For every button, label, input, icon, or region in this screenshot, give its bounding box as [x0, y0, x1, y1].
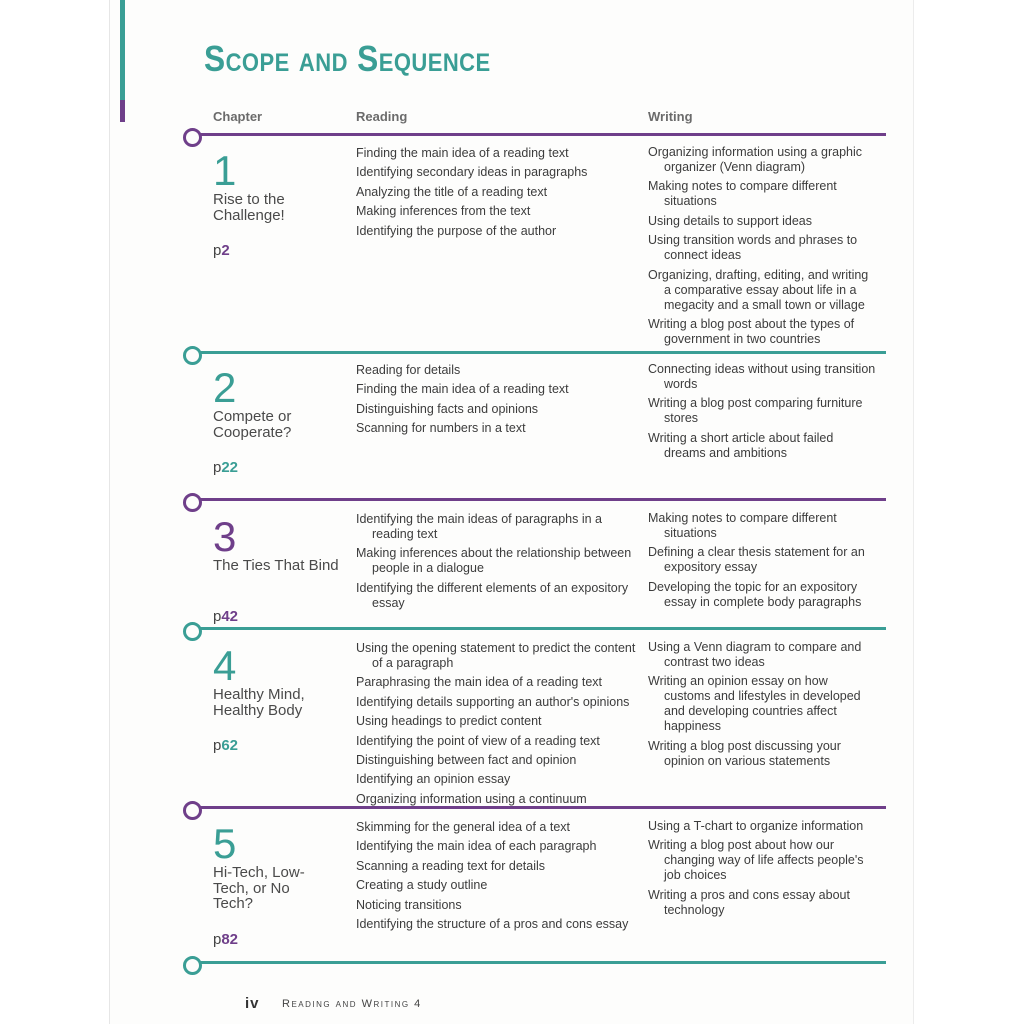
list-item: Scanning a reading text for details: [356, 858, 546, 873]
chapter-number: 4: [213, 642, 237, 689]
chapter-page: p22: [213, 459, 239, 476]
chapter-4: [213, 642, 343, 765]
list-item: Developing the topic for an expository essay in complete body paragraphs: [648, 579, 862, 609]
list-item: Identifying details supporting an author's opinions: [356, 694, 630, 709]
divider-line: [196, 133, 886, 136]
chapter-page: p42: [213, 608, 239, 625]
timeline-node-icon: [183, 493, 202, 512]
list-item: Writing a blog post about how our changing way of life affects people's job choices: [648, 838, 864, 883]
divider-line: [196, 351, 886, 354]
footer-book-title: Reading and Writing 4: [282, 998, 422, 1010]
list-item: Making notes to compare different situations: [648, 179, 837, 209]
chapter-page: p82: [213, 931, 239, 948]
chapter-3: [213, 513, 343, 626]
list-item: Finding the main idea of a reading text: [356, 382, 569, 397]
page-title: Scope and Sequence: [204, 38, 491, 79]
chapter-1: [213, 147, 343, 270]
list-item: Writing a short article about failed dreams and ambitions: [648, 430, 834, 460]
list-item: Connecting ideas without using transition words: [648, 362, 876, 391]
header-reading: Reading: [356, 109, 408, 124]
chapter-number: 1: [213, 147, 237, 194]
reading-list-4: [356, 641, 638, 811]
list-item: Organizing information using a continuum: [356, 791, 587, 806]
list-item: Using the opening statement to predict the content of a paragraph: [356, 641, 636, 670]
chapter-page: p2: [213, 242, 230, 259]
reading-list-5: [356, 820, 638, 936]
divider-line: [196, 961, 886, 964]
list-item: Making inferences about the relationship between people in a dialogue: [356, 546, 632, 576]
list-item: Writing a blog post comparing furniture stores: [648, 396, 863, 426]
header-writing: Writing: [648, 109, 693, 124]
reading-list-1: [356, 146, 638, 243]
list-item: Scanning for numbers in a text: [356, 421, 526, 436]
list-item: Using a Venn diagram to compare and contrast two ideas: [648, 640, 862, 669]
chapter-title: The Ties That Bind: [213, 557, 339, 574]
header-chapter: Chapter: [213, 109, 263, 124]
list-item: Distinguishing facts and opinions: [356, 401, 539, 416]
writing-list-4: [648, 640, 876, 773]
list-item: Identifying the different elements of an expository essay: [356, 580, 629, 610]
reading-list-2: [356, 363, 638, 441]
chapter-2: [213, 364, 343, 487]
list-item: Identifying the structure of a pros and cons essay: [356, 916, 629, 931]
divider-line: [196, 498, 886, 501]
list-item: Creating a study outline: [356, 878, 488, 893]
list-item: Reading for details: [356, 363, 461, 377]
writing-list-1: [648, 145, 876, 351]
list-item: Skimming for the general idea of a text: [356, 820, 571, 834]
list-item: Identifying the point of view of a reading text: [356, 733, 600, 748]
timeline-node-icon: [183, 346, 202, 365]
chapter-number: 3: [213, 513, 237, 560]
list-item: Finding the main idea of a reading text: [356, 146, 569, 160]
list-item: Distinguishing between fact and opinion: [356, 752, 577, 767]
list-item: Writing a pros and cons essay about technology: [648, 887, 850, 917]
list-item: Making inferences from the text: [356, 204, 531, 219]
list-item: Paraphrasing the main idea of a reading text: [356, 675, 602, 690]
chapter-title: Hi-Tech, Low-Tech, or No Tech?: [213, 864, 305, 912]
chapter-title: Healthy Mind, Healthy Body: [213, 686, 305, 719]
divider-line: [196, 627, 886, 630]
list-item: Writing a blog post discussing your opinion on various statements: [648, 738, 841, 768]
timeline-node-icon: [183, 956, 202, 975]
list-item: Using transition words and phrases to connect ideas: [648, 233, 858, 263]
chapter-number: 2: [213, 364, 237, 411]
list-item: Writing an opinion essay on how customs and lifestyles in developed and developing countries affect happiness: [648, 674, 861, 734]
list-item: Analyzing the title of a reading text: [356, 184, 548, 199]
list-item: Defining a clear thesis statement for an expository essay: [648, 545, 865, 575]
list-item: Identifying the purpose of the author: [356, 223, 557, 238]
list-item: Identifying an opinion essay: [356, 772, 511, 787]
writing-list-3: [648, 511, 876, 614]
list-item: Identifying the main ideas of paragraphs in a reading text: [356, 512, 602, 541]
list-item: Identifying the main idea of each paragraph: [356, 839, 597, 854]
writing-list-5: [648, 819, 876, 922]
list-item: Using a T-chart to organize information: [648, 819, 864, 833]
chapter-title: Rise to the Challenge!: [213, 191, 285, 224]
timeline-node-icon: [183, 622, 202, 641]
timeline-node-icon: [183, 801, 202, 820]
list-item: Using headings to predict content: [356, 714, 542, 729]
footer-page-number: iv: [245, 995, 260, 1012]
list-item: Noticing transitions: [356, 897, 462, 912]
list-item: Using details to support ideas: [648, 213, 812, 228]
list-item: Making notes to compare different situations: [648, 511, 837, 540]
list-item: Writing a blog post about the types of government in two countries: [648, 316, 855, 346]
purple-edge-bar: [120, 100, 125, 122]
chapter-5: [213, 820, 343, 953]
list-item: Identifying secondary ideas in paragraphs: [356, 165, 588, 180]
timeline-node-icon: [183, 128, 202, 147]
list-item: Organizing, drafting, editing, and writing a comparative essay about life in a megacity and a small town or village: [648, 267, 869, 312]
list-item: Organizing information using a graphic organizer (Venn diagram): [648, 145, 863, 174]
chapter-number: 5: [213, 820, 237, 867]
writing-list-2: [648, 362, 876, 465]
reading-list-3: [356, 512, 638, 615]
chapter-title: Compete or Cooperate?: [213, 408, 292, 441]
chapter-page: p62: [213, 737, 239, 754]
